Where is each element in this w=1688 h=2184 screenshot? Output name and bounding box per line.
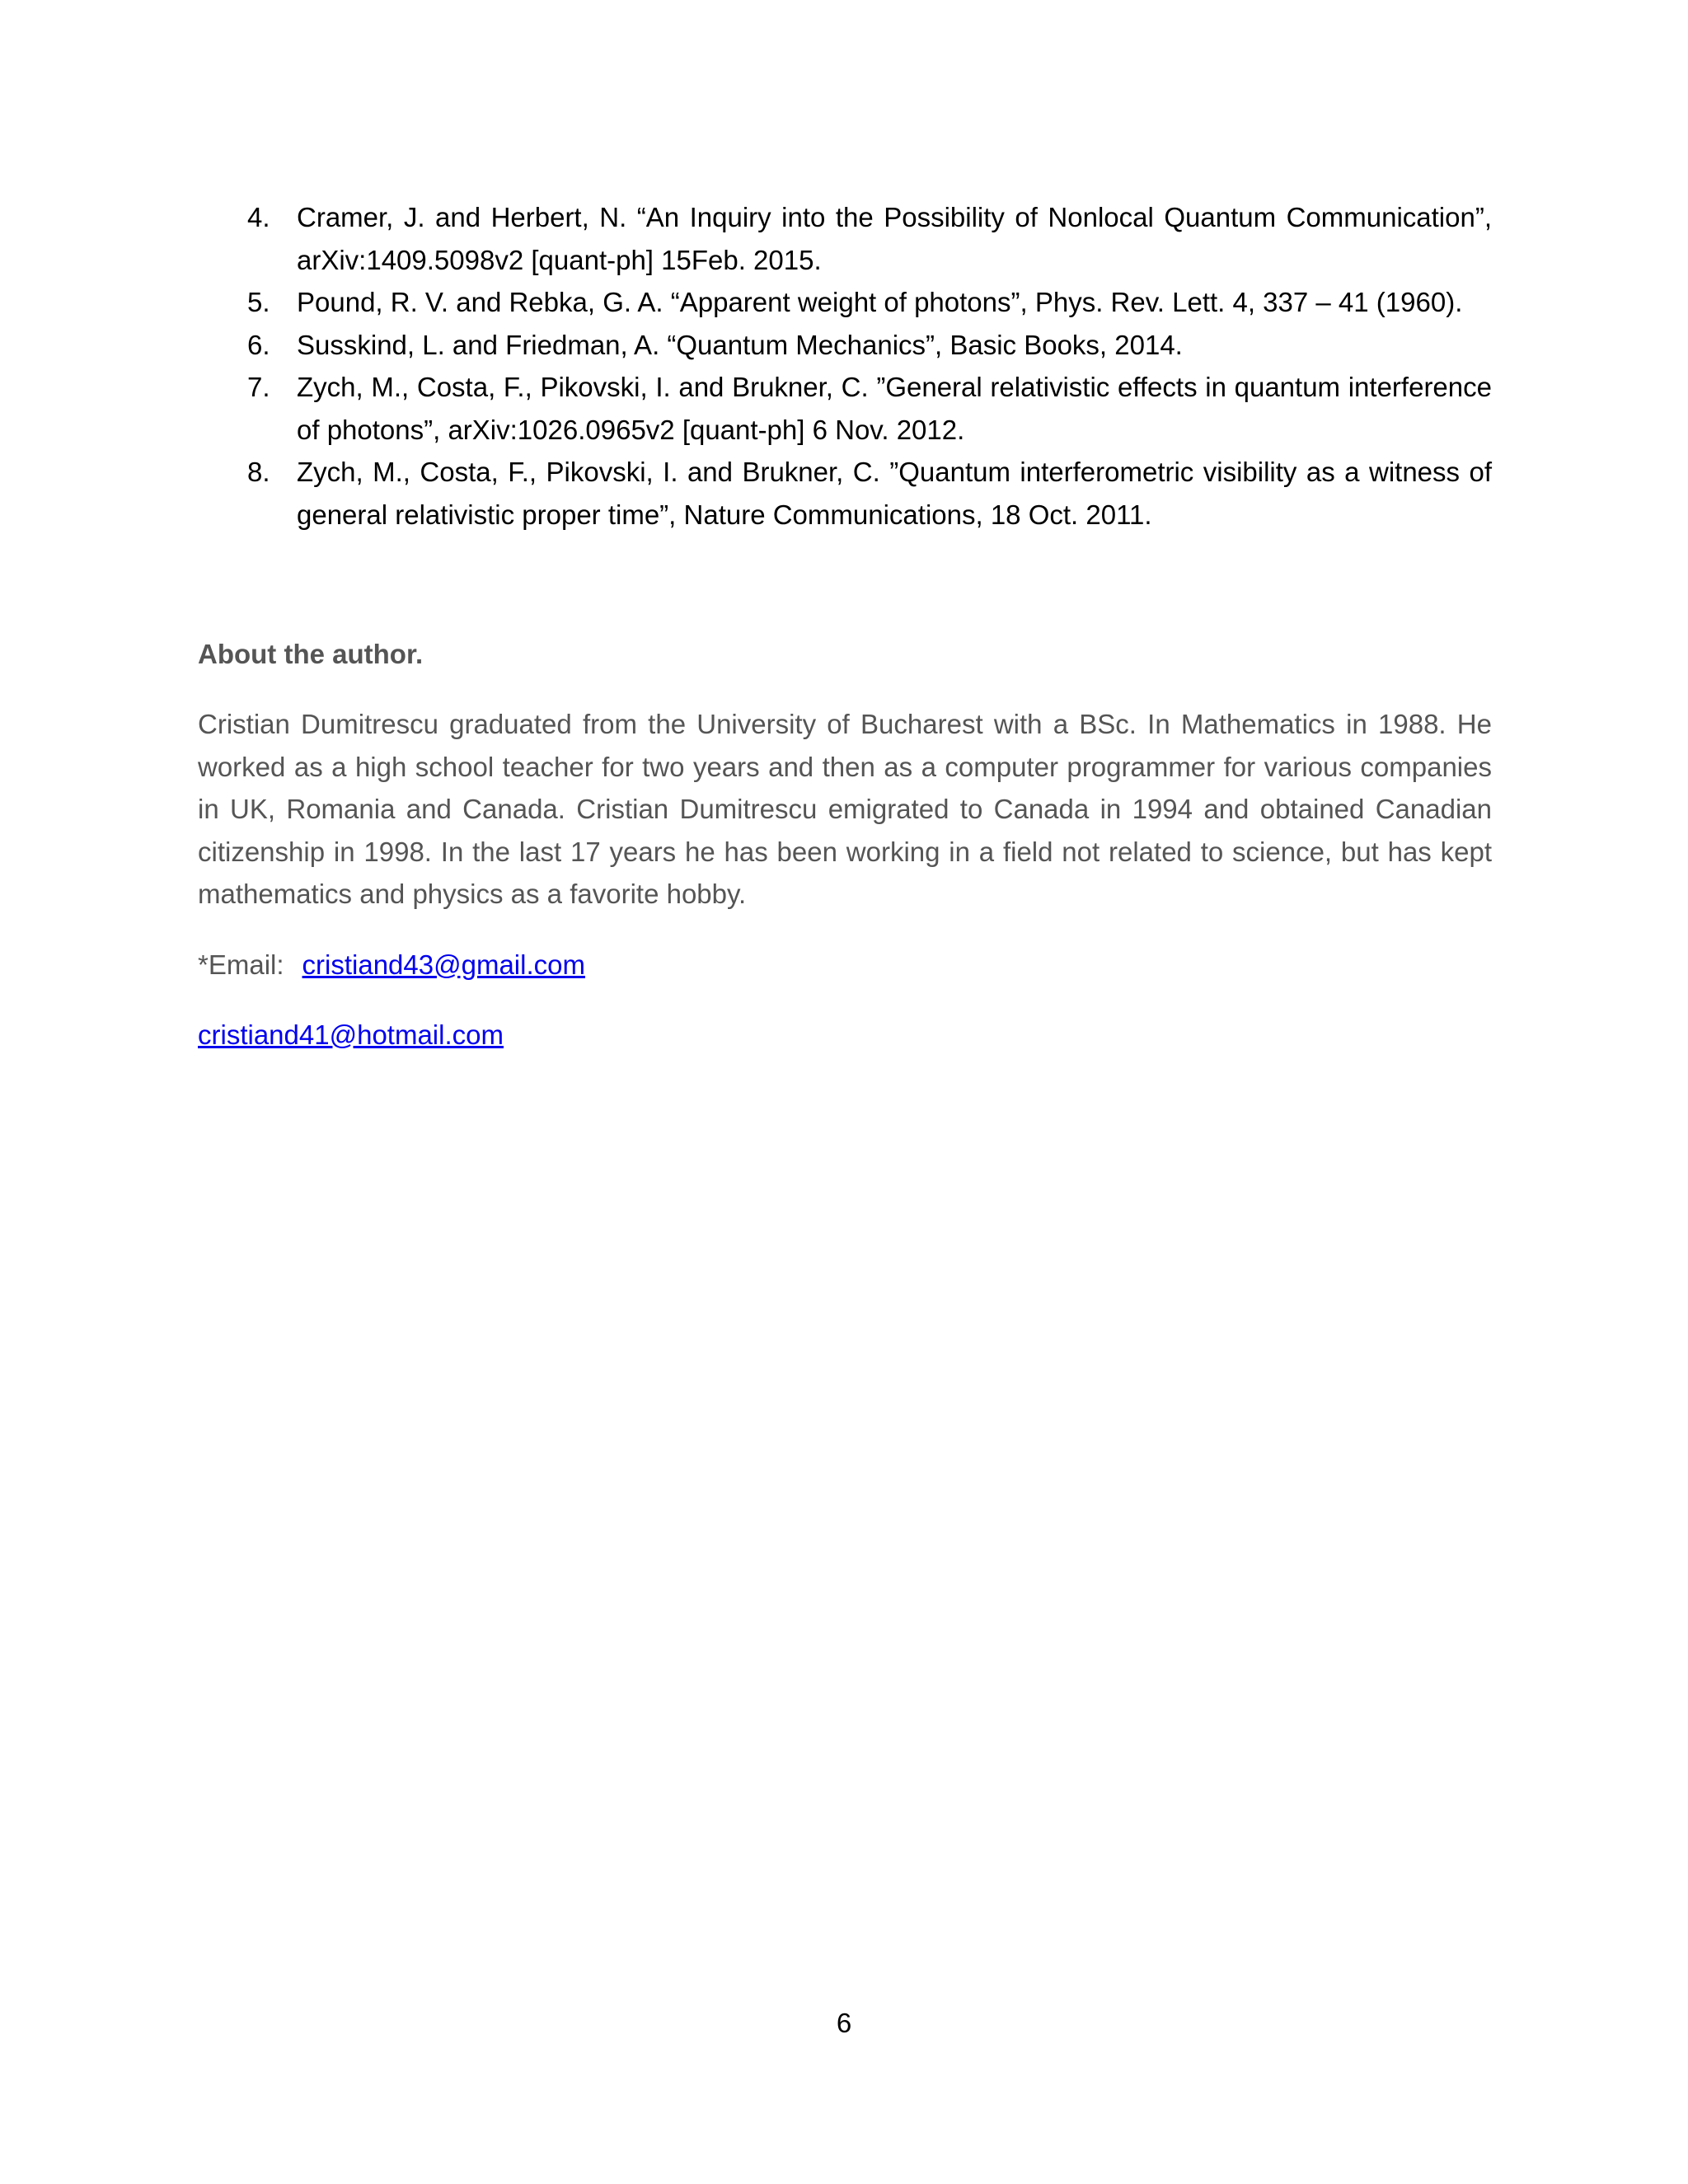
about-author-section (198, 633, 1492, 1084)
reference-text: Cramer, J. and Herbert, N. “An Inquiry into the Possibility of Nonlocal Quantum Communication”, arXiv:1409.5098v2 [quant-ph] 15Feb. 2015. (297, 202, 1492, 275)
reference-number: 5. (247, 287, 270, 317)
reference-text: Zych, M., Costa, F., Pikovski, I. and Brukner, C. ”Quantum interferometric visibility as a witness of general relativistic proper time”, Nature Communications, 18 Oct. 2011. (297, 457, 1492, 530)
reference-text: Susskind, L. and Friedman, A. “Quantum Mechanics”, Basic Books, 2014. (297, 329, 1183, 360)
about-body: Cristian Dumitrescu graduated from the University of Bucharest with a BSc. In Mathematics in 1988. He worked as a high school teacher for two years and then as a computer programmer for various companies in UK, Romania and Canada. Cristian Dumitrescu emigrated to Canada in 1994 and obtained Canadian citizenship in 1998. In the last 17 years he has been working in a field not related to science, but has kept mathematics and physics as a favorite hobby. (198, 709, 1492, 909)
reference-number: 7. (247, 372, 270, 402)
reference-item (247, 451, 1492, 536)
reference-number: 6. (247, 329, 270, 360)
email-line (198, 944, 1492, 986)
reference-item (247, 324, 1492, 367)
about-heading: About the author. (198, 639, 424, 669)
email-label: *Email: (198, 949, 284, 980)
email-line-secondary (198, 1014, 1492, 1056)
reference-number: 8. (247, 457, 270, 487)
reference-item (247, 281, 1492, 324)
reference-item (247, 366, 1492, 451)
references-list (247, 196, 1492, 536)
reference-number: 4. (247, 202, 270, 232)
reference-text: Zych, M., Costa, F., Pikovski, I. and Brukner, C. ”General relativistic effects in quantum interference of photons”, arXiv:1026.0965v2 [quant-ph] 6 Nov. 2012. (297, 372, 1492, 445)
page-number: 6 (836, 2008, 852, 2038)
reference-text: Pound, R. V. and Rebka, G. A. “Apparent weight of photons”, Phys. Rev. Lett. 4, 337 – 41 (1960). (297, 287, 1463, 317)
email-link-secondary[interactable]: cristiand41@hotmail.com (198, 1019, 504, 1050)
email-link-primary[interactable]: cristiand43@gmail.com (302, 949, 585, 980)
reference-item (247, 196, 1492, 281)
